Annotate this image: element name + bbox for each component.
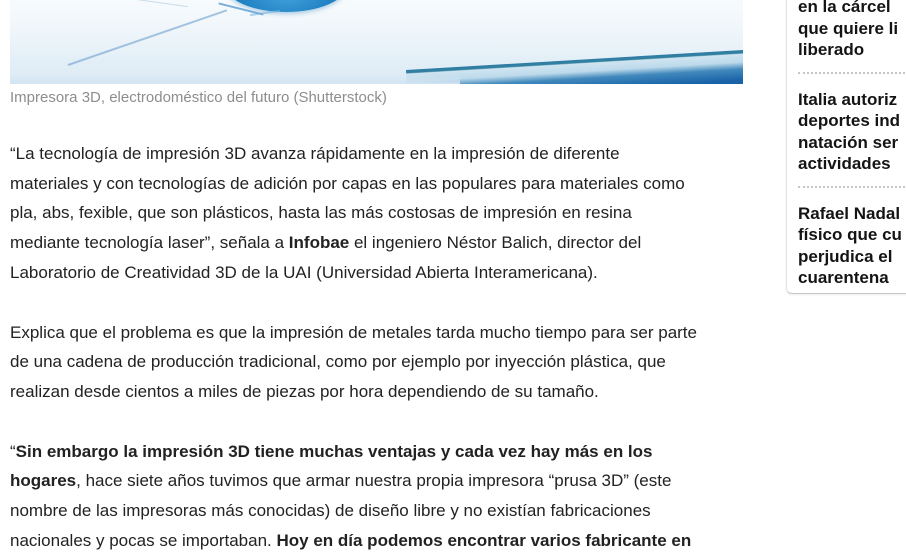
headline-line: liberado: [798, 40, 865, 59]
article-text: materiales y con tecnologías de adición por capas en las populares para materiales como: [10, 173, 685, 193]
article-bold-text: hogares: [10, 471, 77, 491]
sidebar-headline-link[interactable]: [798, 186, 906, 295]
article-image: [10, 0, 743, 84]
headline-line: que quiere li: [798, 18, 899, 38]
article-text: nombre de las impresoras más conocidas) de diseño libre y no existían fabricaciones: [10, 501, 651, 521]
photo-scratch-line: [128, 0, 188, 7]
article-text: Explica que el problema es que la impresión de metales tarda mucho tiempo para ser parte: [10, 322, 697, 342]
article-line: [10, 437, 770, 467]
article-line: [10, 466, 770, 496]
article-line: [10, 198, 770, 228]
article-text: el ingeniero Néstor Balich, director del: [349, 233, 642, 253]
headline-line: Rafael Nadal: [798, 203, 901, 223]
photo-filament-line: [68, 9, 227, 66]
article-bold-text: Hoy en día podemos encontrar varios fabricante en: [276, 530, 692, 550]
headline-line: natación ser: [798, 132, 899, 152]
article-line: [10, 526, 770, 554]
article-body: [10, 139, 770, 554]
photo-bottom-tint: [10, 75, 460, 84]
article-text: , hace siete años tuvimos que armar nuestra propia impresora “prusa 3D” (este: [76, 471, 672, 491]
related-news-sidebar: [786, 0, 906, 294]
related-news-list: [798, 0, 906, 294]
headline-line: en la cárcel: [798, 0, 891, 16]
article-bold-text: Infobae: [288, 233, 350, 253]
article-main-column: [10, 0, 776, 554]
article-paragraph: [10, 139, 770, 288]
article-paragraph: [10, 318, 770, 407]
headline-line: perjudica el: [798, 246, 893, 266]
article-text: “La tecnología de impresión 3D avanza rápidamente en la impresión de diferente: [10, 144, 620, 163]
article-text: mediante tecnología laser”, señala a: [10, 233, 289, 253]
headline-line: físico que cu: [798, 225, 902, 244]
headline-line: deportes ind: [798, 111, 901, 130]
sidebar-headline-link[interactable]: [798, 0, 906, 72]
image-caption: Impresora 3D, electrodoméstico del futuro (Shutterstock): [10, 89, 387, 106]
article-line: [10, 258, 770, 288]
sidebar-headline-link[interactable]: [798, 72, 906, 186]
article-text: Laboratorio de Creatividad 3D de la UAI (Universidad Abierta Interamericana).: [10, 262, 598, 282]
article-text: pla, abs, fexible, que son plásticos, hasta las más costosas de impresión en resina: [10, 203, 632, 223]
article-line: [10, 169, 770, 199]
article-bold-text: Sin embargo la impresión 3D tiene muchas ventajas y cada vez hay más en los: [15, 441, 653, 461]
article-line: [10, 496, 770, 526]
article-paragraph: [10, 437, 770, 554]
article-text: de una cadena de producción tradicional, como por ejemplo por inyección plástica, que: [10, 352, 666, 372]
article-line: [10, 139, 770, 169]
headline-line: Italia autoriz: [798, 89, 898, 109]
article-text: realizan desde cientos a miles de piezas por hora dependiendo de su tamaño.: [10, 381, 599, 401]
article-line: [10, 377, 770, 407]
article-line: [10, 347, 770, 377]
article-line: [10, 228, 770, 258]
article-line: [10, 318, 770, 348]
headline-line: actividades: [798, 154, 891, 173]
headline-line: cuarentena: [798, 268, 889, 287]
article-text: nacionales y pocas se importaban.: [10, 530, 277, 550]
article-text: “: [10, 441, 16, 461]
